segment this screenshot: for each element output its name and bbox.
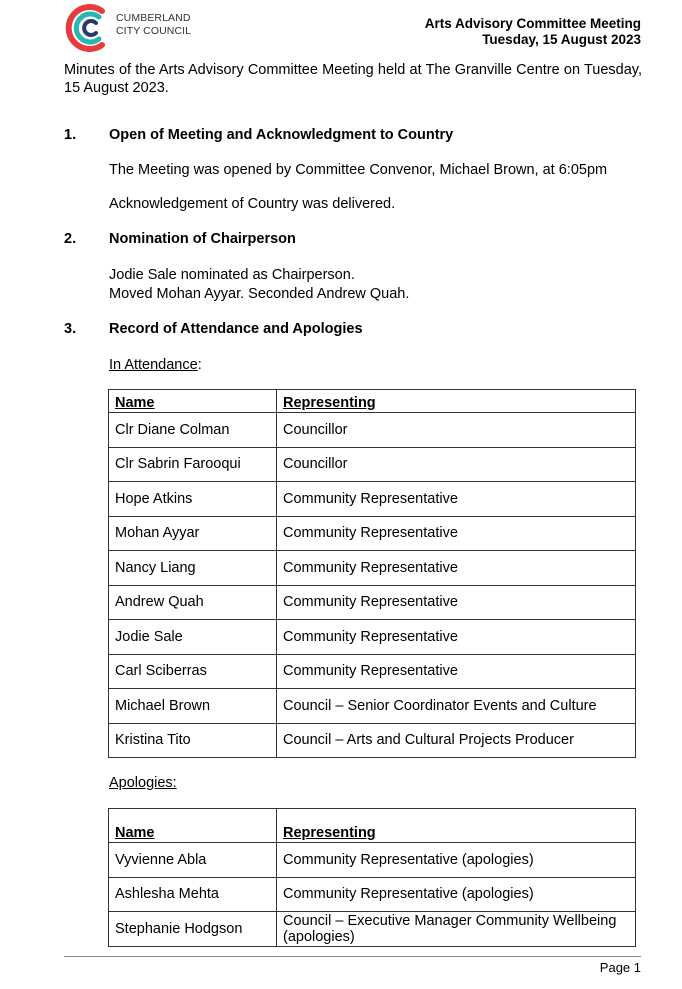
representing-cell: Community Representative (277, 585, 636, 620)
representing-cell: Council – Executive Manager Community Wellbeing (apologies) (277, 912, 636, 947)
name-cell: Carl Sciberras (109, 654, 277, 689)
item-2-paragraph: Jodie Sale nominated as Chairperson. (109, 267, 355, 283)
representing-cell: Community Representative (apologies) (277, 843, 636, 878)
page-number: Page 1 (599, 960, 641, 975)
name-cell: Kristina Tito (109, 723, 277, 758)
item-3-number: 3. (64, 321, 77, 337)
item-1-paragraph: Acknowledgement of Country was delivered. (109, 196, 396, 212)
representing-cell: Community Representative (277, 482, 636, 517)
name-cell: Clr Sabrin Farooqui (109, 447, 277, 482)
name-cell: Stephanie Hodgson (109, 912, 277, 947)
table-row (109, 482, 636, 517)
table-row (109, 912, 636, 947)
representing-cell: Community Representative (277, 654, 636, 689)
table-row (109, 654, 636, 689)
name-cell: Clr Diane Colman (109, 413, 277, 448)
table-row (109, 447, 636, 482)
name-cell: Jodie Sale (109, 620, 277, 655)
attendance-label (109, 356, 202, 374)
attendance-label-text: In Attendance (109, 357, 198, 373)
logo-line-1: CUMBERLAND (116, 12, 191, 24)
table-row (109, 877, 636, 912)
representing-column-header: Representing (277, 390, 636, 413)
attendance-table (108, 389, 636, 758)
representing-cell: Councillor (277, 413, 636, 448)
representing-cell: Council – Senior Coordinator Events and Culture (277, 689, 636, 724)
logo-text (116, 12, 191, 38)
table-row (109, 620, 636, 655)
meeting-title: Arts Advisory Committee Meeting (424, 16, 641, 31)
table-row (109, 689, 636, 724)
representing-cell: Community Representative (apologies) (277, 877, 636, 912)
representing-cell: Community Representative (277, 620, 636, 655)
apologies-label (109, 774, 177, 792)
meeting-date: Tuesday, 15 August 2023 (482, 32, 641, 47)
representing-column-header: Representing (277, 809, 636, 843)
name-column-header: Name (109, 809, 277, 843)
representing-cell: Community Representative (277, 551, 636, 586)
table-row (109, 516, 636, 551)
document-header (425, 16, 641, 48)
item-2-paragraph: Moved Mohan Ayyar. Seconded Andrew Quah. (109, 286, 410, 302)
table-row (109, 723, 636, 758)
representing-cell: Community Representative (277, 516, 636, 551)
name-cell: Andrew Quah (109, 585, 277, 620)
name-cell: Hope Atkins (109, 482, 277, 517)
logo-line-2: CITY COUNCIL (116, 25, 192, 37)
name-cell: Michael Brown (109, 689, 277, 724)
name-cell: Vyvienne Abla (109, 843, 277, 878)
apologies-label-text: Apologies: (109, 775, 177, 791)
table-header-row (109, 390, 636, 413)
table-row (109, 843, 636, 878)
name-cell: Mohan Ayyar (109, 516, 277, 551)
name-cell: Ashlesha Mehta (109, 877, 277, 912)
item-1-paragraph: The Meeting was opened by Committee Convenor, Michael Brown, at 6:05pm (109, 162, 608, 178)
item-1-number: 1. (64, 127, 77, 143)
attendance-label-colon: : (197, 357, 202, 373)
name-cell: Nancy Liang (109, 551, 277, 586)
item-1-title: Open of Meeting and Acknowledgment to Country (109, 127, 454, 143)
table-row (109, 413, 636, 448)
footer-divider (64, 956, 641, 957)
item-2-number: 2. (64, 231, 77, 247)
name-column-header: Name (109, 390, 277, 413)
representing-cell: Councillor (277, 447, 636, 482)
item-3-title: Record of Attendance and Apologies (109, 321, 363, 337)
cumberland-logo-icon (64, 2, 116, 54)
intro-paragraph: Minutes of the Arts Advisory Committee Meeting held at The Granville Centre on Tuesday, 15 August 2023. (64, 62, 642, 96)
table-row (109, 585, 636, 620)
apologies-table (108, 808, 636, 947)
item-2-title: Nomination of Chairperson (109, 231, 296, 247)
table-row (109, 551, 636, 586)
table-header-row (109, 809, 636, 843)
representing-cell: Council – Arts and Cultural Projects Producer (277, 723, 636, 758)
